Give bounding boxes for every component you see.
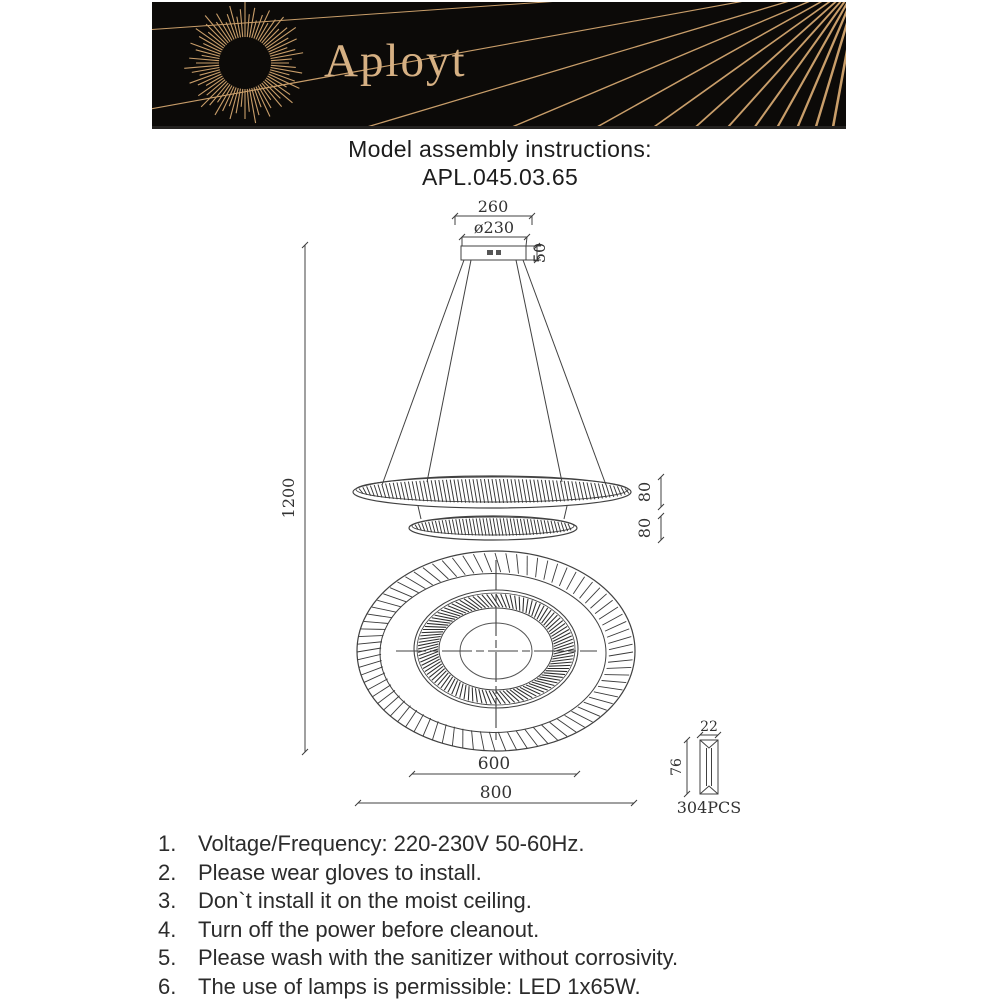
dim-crystal-width: 22	[700, 719, 718, 735]
list-item	[158, 916, 678, 945]
list-item-number: 3.	[158, 888, 177, 913]
crystal-quantity-label: 304PCS	[676, 798, 742, 817]
suspension-cable	[382, 260, 464, 485]
dim-inner-ring-diameter: 600	[477, 754, 511, 774]
list-item-number: 4.	[158, 916, 177, 942]
dim-lower-ring-height: 80	[635, 517, 654, 539]
list-item-number: 2.	[158, 859, 177, 885]
canopy-label-mark	[487, 250, 493, 255]
list-item	[158, 830, 678, 859]
list-item-text: The use of lamps is permissible: LED 1x65W.	[198, 973, 641, 999]
list-item-text: Voltage/Frequency: 220-230V 50-60Hz.	[198, 831, 585, 856]
list-item-text: Please wash with the sanitizer without corrosivity.	[198, 945, 679, 970]
model-number: APL.045.03.65	[421, 164, 579, 190]
list-item-number: 5.	[158, 945, 177, 970]
list-item-text: Turn off the power before cleanout.	[198, 916, 540, 942]
suspension-cable	[523, 260, 606, 485]
suspension-cable	[427, 260, 471, 482]
list-item	[158, 944, 678, 973]
banner-decoration	[152, 2, 846, 126]
brand-banner	[152, 2, 846, 129]
list-item-number: 6.	[158, 973, 177, 999]
dim-outer-ring-diameter: 800	[479, 783, 513, 803]
dim-hanger-width: 260	[477, 197, 509, 216]
inter-ring-cable	[418, 506, 421, 519]
list-item-text: Please wear gloves to install.	[198, 859, 482, 885]
dim-upper-ring-height: 80	[635, 481, 654, 503]
dim-overall-height: 1200	[279, 477, 298, 519]
inter-ring-cable	[564, 506, 567, 519]
dim-canopy-diameter: ø230	[473, 218, 515, 237]
suspension-cable	[516, 260, 562, 482]
list-item-text: Don`t install it on the moist ceiling.	[198, 888, 532, 913]
brand-logo: Aployt	[324, 35, 467, 87]
list-item	[158, 887, 678, 916]
page-title: Model assembly instructions:	[348, 136, 652, 162]
ceiling-canopy	[461, 246, 526, 260]
assembly-diagram	[270, 195, 750, 825]
canopy-label-mark	[496, 250, 501, 255]
list-item	[158, 859, 678, 888]
dim-canopy-height: 50	[530, 242, 549, 264]
dim-crystal-length: 76	[669, 758, 685, 776]
instructions-list	[158, 830, 678, 1000]
list-item-number: 1.	[158, 831, 177, 856]
list-item	[158, 973, 678, 1000]
